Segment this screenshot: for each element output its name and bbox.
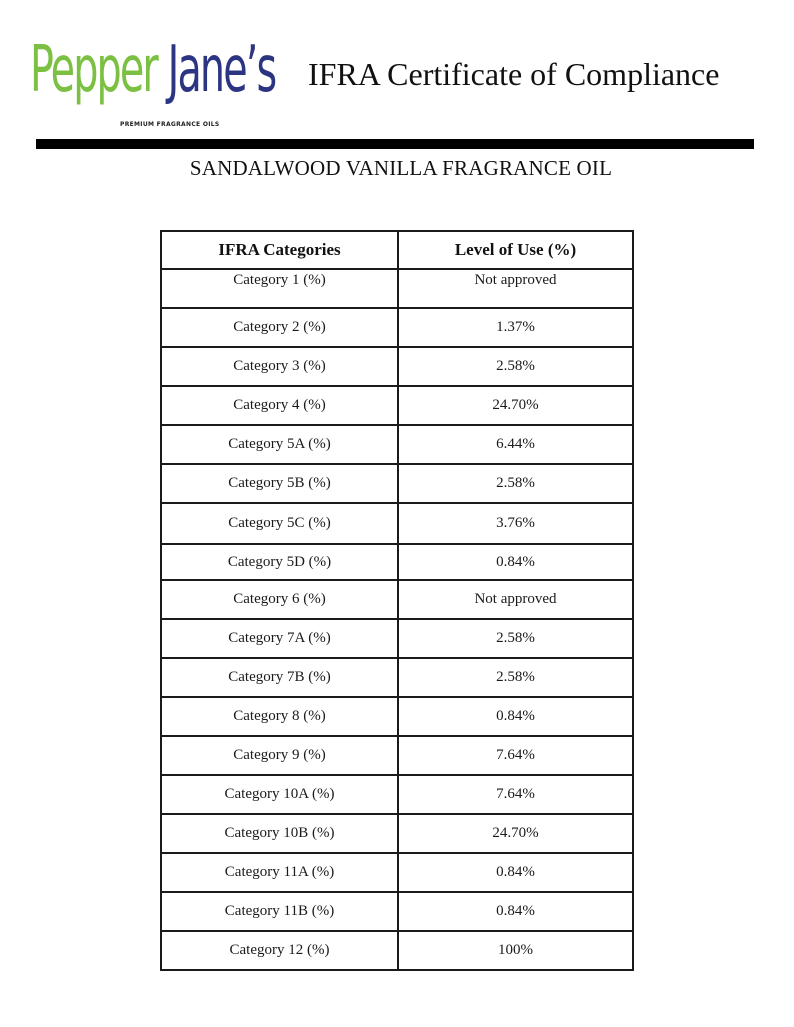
category-cell: Category 1 (%): [161, 269, 398, 308]
table-row: [161, 931, 633, 970]
category-cell: Category 5D (%): [161, 544, 398, 580]
level-cell: 2.58%: [398, 464, 633, 503]
header-level-of-use: Level of Use (%): [398, 231, 633, 269]
category-cell: Category 5C (%): [161, 503, 398, 544]
category-cell: Category 10A (%): [161, 775, 398, 814]
table-row: [161, 464, 633, 503]
category-cell: Category 11B (%): [161, 892, 398, 931]
table-row: [161, 503, 633, 544]
brand-logo: [30, 30, 276, 132]
logo-word-pepper: Pepper: [30, 33, 157, 107]
category-cell: Category 11A (%): [161, 853, 398, 892]
level-cell: 7.64%: [398, 736, 633, 775]
category-cell: Category 6 (%): [161, 580, 398, 619]
category-cell: Category 10B (%): [161, 814, 398, 853]
level-cell: 100%: [398, 931, 633, 970]
level-cell: 7.64%: [398, 775, 633, 814]
level-cell: Not approved: [398, 269, 633, 308]
level-cell: 2.58%: [398, 347, 633, 386]
category-cell: Category 3 (%): [161, 347, 398, 386]
level-cell: 24.70%: [398, 386, 633, 425]
category-cell: Category 4 (%): [161, 386, 398, 425]
category-cell: Category 12 (%): [161, 931, 398, 970]
level-cell: 24.70%: [398, 814, 633, 853]
table-row: [161, 425, 633, 464]
table-row: [161, 658, 633, 697]
table-row: [161, 308, 633, 347]
table-row: [161, 775, 633, 814]
table-row: [161, 736, 633, 775]
level-cell: 0.84%: [398, 544, 633, 580]
category-cell: Category 2 (%): [161, 308, 398, 347]
table-row: [161, 619, 633, 658]
level-cell: Not approved: [398, 580, 633, 619]
level-cell: 6.44%: [398, 425, 633, 464]
level-cell: 2.58%: [398, 658, 633, 697]
logo-tagline: PREMIUM FRAGRANCE OILS: [120, 121, 220, 128]
document-title: IFRA Certificate of Compliance: [308, 56, 720, 92]
header-categories: IFRA Categories: [161, 231, 398, 269]
level-cell: 0.84%: [398, 853, 633, 892]
table-row: [161, 386, 633, 425]
table-row: [161, 580, 633, 619]
category-cell: Category 7B (%): [161, 658, 398, 697]
table-row: [161, 697, 633, 736]
table-row: [161, 814, 633, 853]
table-row: [161, 347, 633, 386]
logo-word-janes: Jane’s: [167, 33, 276, 107]
level-cell: 1.37%: [398, 308, 633, 347]
category-cell: Category 8 (%): [161, 697, 398, 736]
level-cell: 0.84%: [398, 697, 633, 736]
category-cell: Category 5A (%): [161, 425, 398, 464]
table-row: [161, 269, 633, 308]
category-cell: Category 7A (%): [161, 619, 398, 658]
table-header-row: [161, 231, 633, 269]
product-name: SANDALWOOD VANILLA FRAGRANCE OIL: [189, 156, 613, 180]
logo-wordmark: [30, 30, 275, 110]
table-row: [161, 892, 633, 931]
table-row: [161, 544, 633, 580]
ifra-table: [160, 230, 634, 971]
category-cell: Category 9 (%): [161, 736, 398, 775]
level-cell: 0.84%: [398, 892, 633, 931]
level-cell: 2.58%: [398, 619, 633, 658]
level-cell: 3.76%: [398, 503, 633, 544]
header-divider: [36, 139, 754, 149]
category-cell: Category 5B (%): [161, 464, 398, 503]
table-row: [161, 853, 633, 892]
